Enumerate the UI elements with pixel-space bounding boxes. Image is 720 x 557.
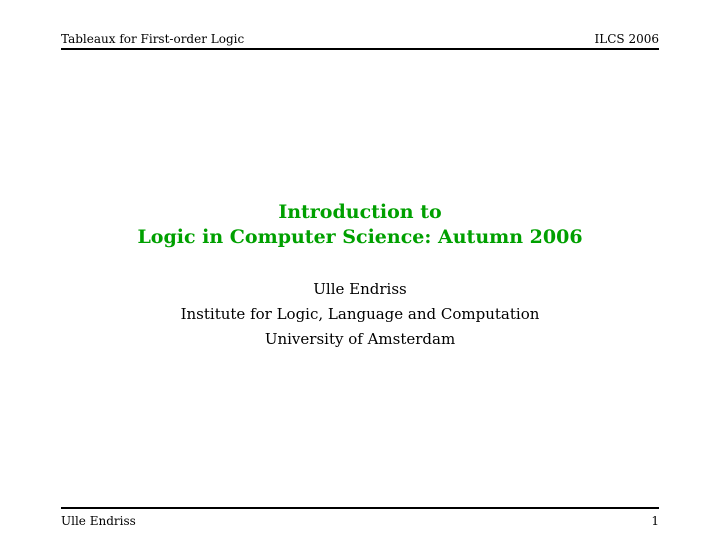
title-line-1: Introduction to [278,201,442,223]
page-number: 1 [651,514,659,528]
author-name: Ulle Endriss [313,280,407,298]
slide-footer [61,512,659,530]
footer-rule [61,507,659,509]
author-university: University of Amsterdam [264,330,456,348]
slide-title [0,200,720,250]
header-rule [61,48,659,50]
title-line-2: Logic in Computer Science: Autumn 2006 [137,226,583,248]
footer-author: Ulle Endriss [61,514,136,528]
header-course-topic: Tableaux for First-order Logic [61,32,245,46]
author-block [0,277,720,352]
header-course-code: ILCS 2006 [594,32,659,46]
author-institute: Institute for Logic, Language and Computation [180,305,540,323]
slide-header [61,30,659,50]
